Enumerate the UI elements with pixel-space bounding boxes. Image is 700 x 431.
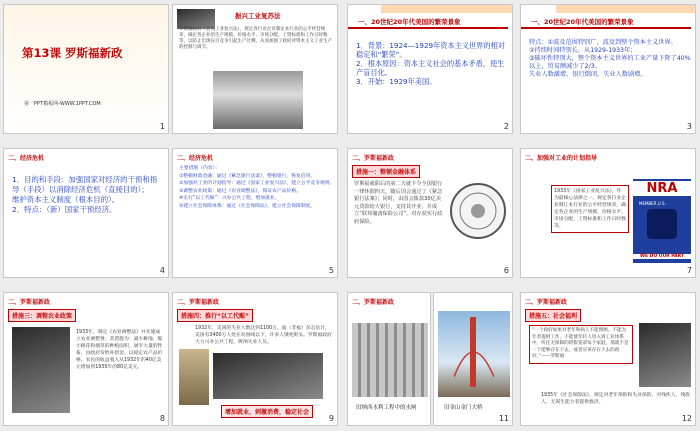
slide-body (12, 175, 164, 215)
measure-label: 措施五：社会福利 (525, 309, 581, 322)
slide-thumbnail-11[interactable] (433, 292, 513, 426)
photo-caption: 旧金山金门大桥 (444, 405, 483, 411)
body-line: 2．特点：（新）国家干预经济。 (12, 205, 117, 214)
photo-caption: 田纳西水利工程中的水闸 (356, 405, 417, 411)
body-line: 1．目的和手段：加强国家对经济的干预和指导（手段）以消除经济危机（直接目的）； (12, 175, 158, 194)
body-line: ③破坏性特别大，整个资本主义世界的工业产量下降了40%以上，贸易额减少了2/3。 (529, 55, 691, 70)
slide-thumbnail-7[interactable] (520, 148, 696, 278)
body-line: 1．背景：1924—1929年资本主义世界的相对稳定和“繁荣”。 (356, 41, 505, 59)
slide-body-text: 1933年《国家工业复兴法》，作为最核心法律之一，规定各行业企业制订本行业的公平经营规章，确定各企业的生产规模、价格水平、市场分配、工资标准和工作日时数等。 (551, 185, 629, 233)
slide-thumbnail-4[interactable] (3, 148, 169, 278)
slide-tag: 二、经济危机 (177, 155, 214, 162)
body-line: 维护资本主义制度（根本目的）。 (12, 195, 120, 204)
body-line: 特点：①波及范围特别广，波及到整个资本主义世界。 (529, 39, 677, 46)
poster-photo (179, 349, 209, 405)
slide-tag: 二、罗斯福新政 (352, 299, 395, 306)
slide-number: 8 (159, 414, 165, 423)
slide-body (179, 165, 335, 210)
body-line: ②持续时间特别长，从1929-1933年； (529, 47, 637, 54)
workers-photo (213, 353, 323, 399)
slide-number: 1 (159, 122, 165, 131)
nra-logo-small: MEMBER U.S. (639, 201, 666, 206)
elderly-photo (639, 323, 691, 387)
nra-logo-text: NRA (633, 181, 691, 196)
header-underline (348, 27, 508, 29)
quote-text: “一个政府如果对老年和病人不能照顾，不能为壮者提供工作，不能使年轻人进入到工业体系中，听任无保障的阴影笼罩每个家庭，那就不是一个能够存在下去，或者应该存在下去的政府。”——罗斯福 (529, 325, 633, 364)
body-line: 3．开始：1929年美国。 (356, 77, 437, 86)
slide-subtitle: 第一PPT模板网-WWW.1PPT.COM (24, 101, 101, 107)
nra-poster (633, 179, 691, 263)
slide-header: 振兴工业复苏法 (235, 12, 281, 20)
nra-logo-sub: WE DO OUR PART (633, 254, 691, 259)
slide-tag: 二、罗斯福新政 (352, 155, 395, 162)
slide-tag: 二、罗斯福新政 (177, 299, 220, 306)
slide-number: 11 (498, 414, 509, 423)
slide-body (529, 39, 691, 79)
slide-number: 9 (328, 414, 334, 423)
slide-tag: 二、加强对工业的计划指导 (525, 155, 598, 162)
slide-thumbnail-6[interactable] (347, 148, 513, 278)
slide-thumbnail-1-detail[interactable] (172, 4, 338, 134)
farmers-photo (12, 327, 70, 413)
body-line: ⑤建立社会保障体系：通过《社会保障法》，建立社会保障制度。 (179, 203, 316, 209)
bridge-tower-icon (454, 317, 494, 387)
slide-thumbnail-3[interactable] (520, 4, 696, 134)
slide-body-text: 罗斯福就职后的第二天就下令全国银行一律休假四天，随后国会通过了《紧急银行法案》；同时，由国会拨款30亿美元贷款给大银行，支持其开业，并成立“联邦储备保险公司”，对存款实行政府保险。 (354, 181, 443, 225)
body-line: 失业人数激增，银行倒闭，失业人数剧增。 (529, 71, 647, 78)
slide-body (356, 41, 508, 86)
slide-thumbnail-1[interactable] (3, 4, 169, 134)
body-line: ②加强对工业的计划指导：通过《国家工业复兴法》，建立公平竞争规则。 (179, 181, 335, 186)
body-line: ①整顿财政金融：通过《紧急银行法案》，整顿银行，恢复信用。 (179, 173, 316, 179)
slide-thumbnail-12[interactable] (520, 292, 696, 426)
body-line: 主要措施（内容）： (179, 166, 220, 171)
slide-header: 一、20世纪20年代美国的繁荣景象 (531, 18, 634, 26)
slide-number: 7 (686, 266, 692, 275)
eagle-icon (647, 209, 677, 239)
seal-icon (448, 181, 508, 241)
slide-ribbon (348, 5, 512, 13)
slide-number: 3 (686, 122, 692, 131)
slide-thumbnail-9[interactable] (172, 292, 338, 426)
slide-title: 第13课 罗斯福新政 (22, 46, 123, 60)
header-underline (521, 27, 691, 29)
slide-tag: 二、罗斯福新政 (525, 299, 568, 306)
slide-body-text: 1932年，美国的失业人数达到1100万。面（非福）杂志估计，美国有3400万人处在贫困线以下，许多人饿死街头。罗斯福政府大力兴办公共工程，吸纳失业人员。 (195, 326, 332, 345)
body-line: ③调整农业政策：通过《农业调整法》，保证农产品价格。 (179, 188, 301, 194)
slide-tag: 二、罗斯福新政 (8, 299, 51, 306)
slide-number: 5 (328, 266, 334, 275)
slide-tag: 二、经济危机 (8, 155, 45, 162)
slide-number: 12 (681, 414, 692, 423)
slide-thumbnail-5[interactable] (172, 148, 338, 278)
slide-number: 2 (503, 122, 509, 131)
slide-number: 6 (503, 266, 509, 275)
measure-label: 措施三：调整农业政策 (8, 309, 76, 322)
slide-thumbnail-10[interactable] (347, 292, 431, 426)
slide-number: 4 (159, 266, 165, 275)
measure-label: 措施四：推行“以工代赈” (177, 309, 253, 322)
slide-body-text: 1933年，制定《农业调整法》并实施成立农业调整署，其措施为：减少耕地，缩小棉花和烟草的种植面积，屠宰大量的牲畜，由政府发给补偿金，以稳定农产品价格。农民的收益收入从1932年的40亿美元增加到1935年的80亿美元。 (76, 330, 163, 370)
slide-header: 一、20世纪20年代美国的繁荣景象 (358, 18, 461, 26)
slide-body-text: 罗斯福政府（首先工业复兴法），规定各行业企业制定本行业的公平经营规章，确定各企业的生产规模、价格水平、市场分配、工资标准和工作日时数等，以防止出现盲目竞争引起生产过剩，从而加强了政府对资本主义工业生产的控制与调节。 (179, 27, 332, 50)
dam-photo (213, 71, 303, 129)
body-line: 2．根本原因：资本主义社会的基本矛盾，使生产盲目化。 (356, 59, 505, 77)
slide-thumbnail-2[interactable] (347, 4, 513, 134)
slide-thumbnail-8[interactable] (3, 292, 169, 426)
factory-photo (177, 9, 215, 29)
body-line: ④实行“以工代赈”：兴办公共工程，增加就业。 (179, 196, 280, 201)
slide-ribbon (521, 5, 695, 13)
slide-background (4, 5, 168, 134)
slide-body-text: 1935年《社会保障法》，规定对老年保险和失业保险，对残疾人、残废人、无谋生能力者提供救济。 (541, 393, 690, 405)
measure-label: 措施一：整顿金融体系 (352, 165, 420, 178)
dam-photo (352, 323, 428, 397)
slogan-banner: 增加就业，刺激消费，稳定社会 (221, 405, 313, 418)
